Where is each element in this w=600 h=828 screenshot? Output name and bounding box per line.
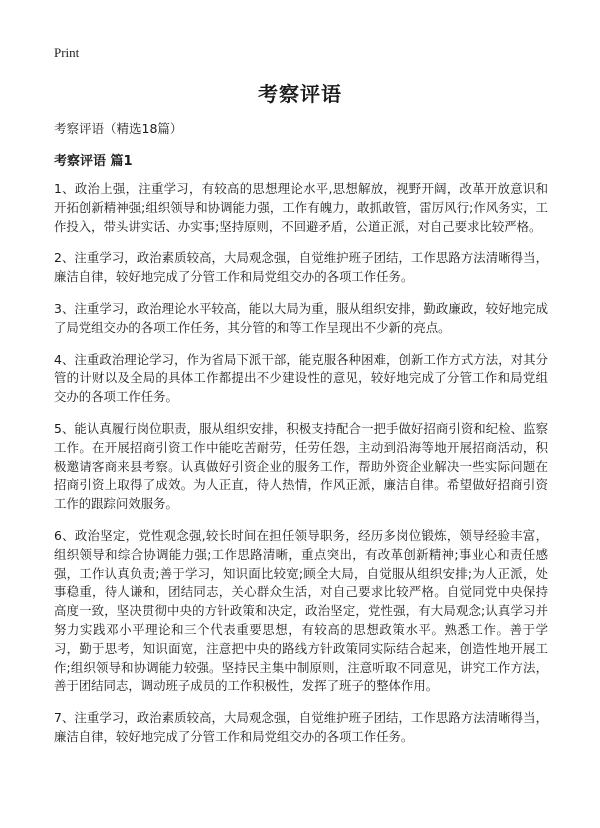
- paragraph-3: 3、注重学习，政治理论水平较高，能以大局为重，服从组织安排，勤政廉政，较好地完成了局党组交办的各项工作任务，其分管的和等工作呈现出不少新的亮点。: [54, 300, 548, 335]
- paragraph-2: 2、注重学习，政治素质较高，大局观念强，自觉维护班子团结，工作思路方法清晰得当，廉洁自律，较好地完成了分管工作和局党组交办的各项工作任务。: [54, 250, 548, 285]
- paragraph-1: 1、政治上强，注重学习，有较高的思想理论水平,思想解放，视野开阔，改革开放意识和开拓创新精神强;组织领导和协调能力强，工作有魄力，敢抓敢管，雷厉风行;作风务实，工作投入，带头讲实话、办实事;坚持原则，不回避矛盾，公道正派，对自己要求比较严格。: [54, 181, 548, 234]
- paragraph-5: 5、能认真履行岗位职责，服从组织安排，积极支持配合一把手做好招商引资和纪检、监察工作。在开展招商引资工作中能吃苦耐劳，任劳任怨，主动到沿海等地开展招商活动，积极邀请客商来县考察。认真做好引资企业的服务工作，帮助外资企业解决一些实际问题在招商引资上取得了成效。为人正直，待人热情，作风正派，廉洁自律。希望做好招商引资工作的跟踪问效服务。: [54, 420, 548, 512]
- paragraph-6: 6、政治坚定，党性观念强,较长时间在担任领导职务，经历多岗位锻炼，领导经验丰富，组织领导和综合协调能力强;工作思路清晰，重点突出，有改革创新精神;事业心和责任感强，工作认真负责;善于学习，知识面比较宽;顾全大局，自觉服从组织安排;为人正派，处事稳重，待人谦和，团结同志，关心群众生活，对自己要求比较严格。自觉同党中央保持高度一致，坚决贯彻中央的方针政策和决定，政治坚定，党性强，有大局观念;认真学习并努力实践邓小平理论和三个代表重要思想，有较高的思想政策水平。熟悉工作。善于学习，勤于思考，知识面宽，注意把中央的路线方针政策同实际结合起来，创造性地开展工作;组织领导和协调能力较强。坚持民主集中制原则，注意听取不同意见，讲究工作方法，善于团结同志，调动班子成员的工作积极性，发挥了班子的整体作用。: [54, 527, 548, 694]
- paragraph-4: 4、注重政治理论学习，作为省局下派干部，能克服各种困难，创新工作方式方法，对其分管的计财以及全局的具体工作都提出不少建设性的意见，较好地完成了分管工作和局党组交办的各项工作任务。: [54, 351, 548, 405]
- paragraph-7: 7、注重学习，政治素质较高，大局观念强，自觉维护班子团结，工作思路方法清晰得当，廉洁自律，较好地完成了分管工作和局党组交办的各项工作任务。: [54, 710, 548, 744]
- page-title: 考察评语: [258, 82, 342, 106]
- document-body: [54, 180, 548, 760]
- print-link[interactable]: Print: [54, 45, 80, 60]
- document-subtitle: 考察评语（精选18篇）: [54, 121, 183, 136]
- section-heading: 考察评语 篇1: [54, 154, 133, 169]
